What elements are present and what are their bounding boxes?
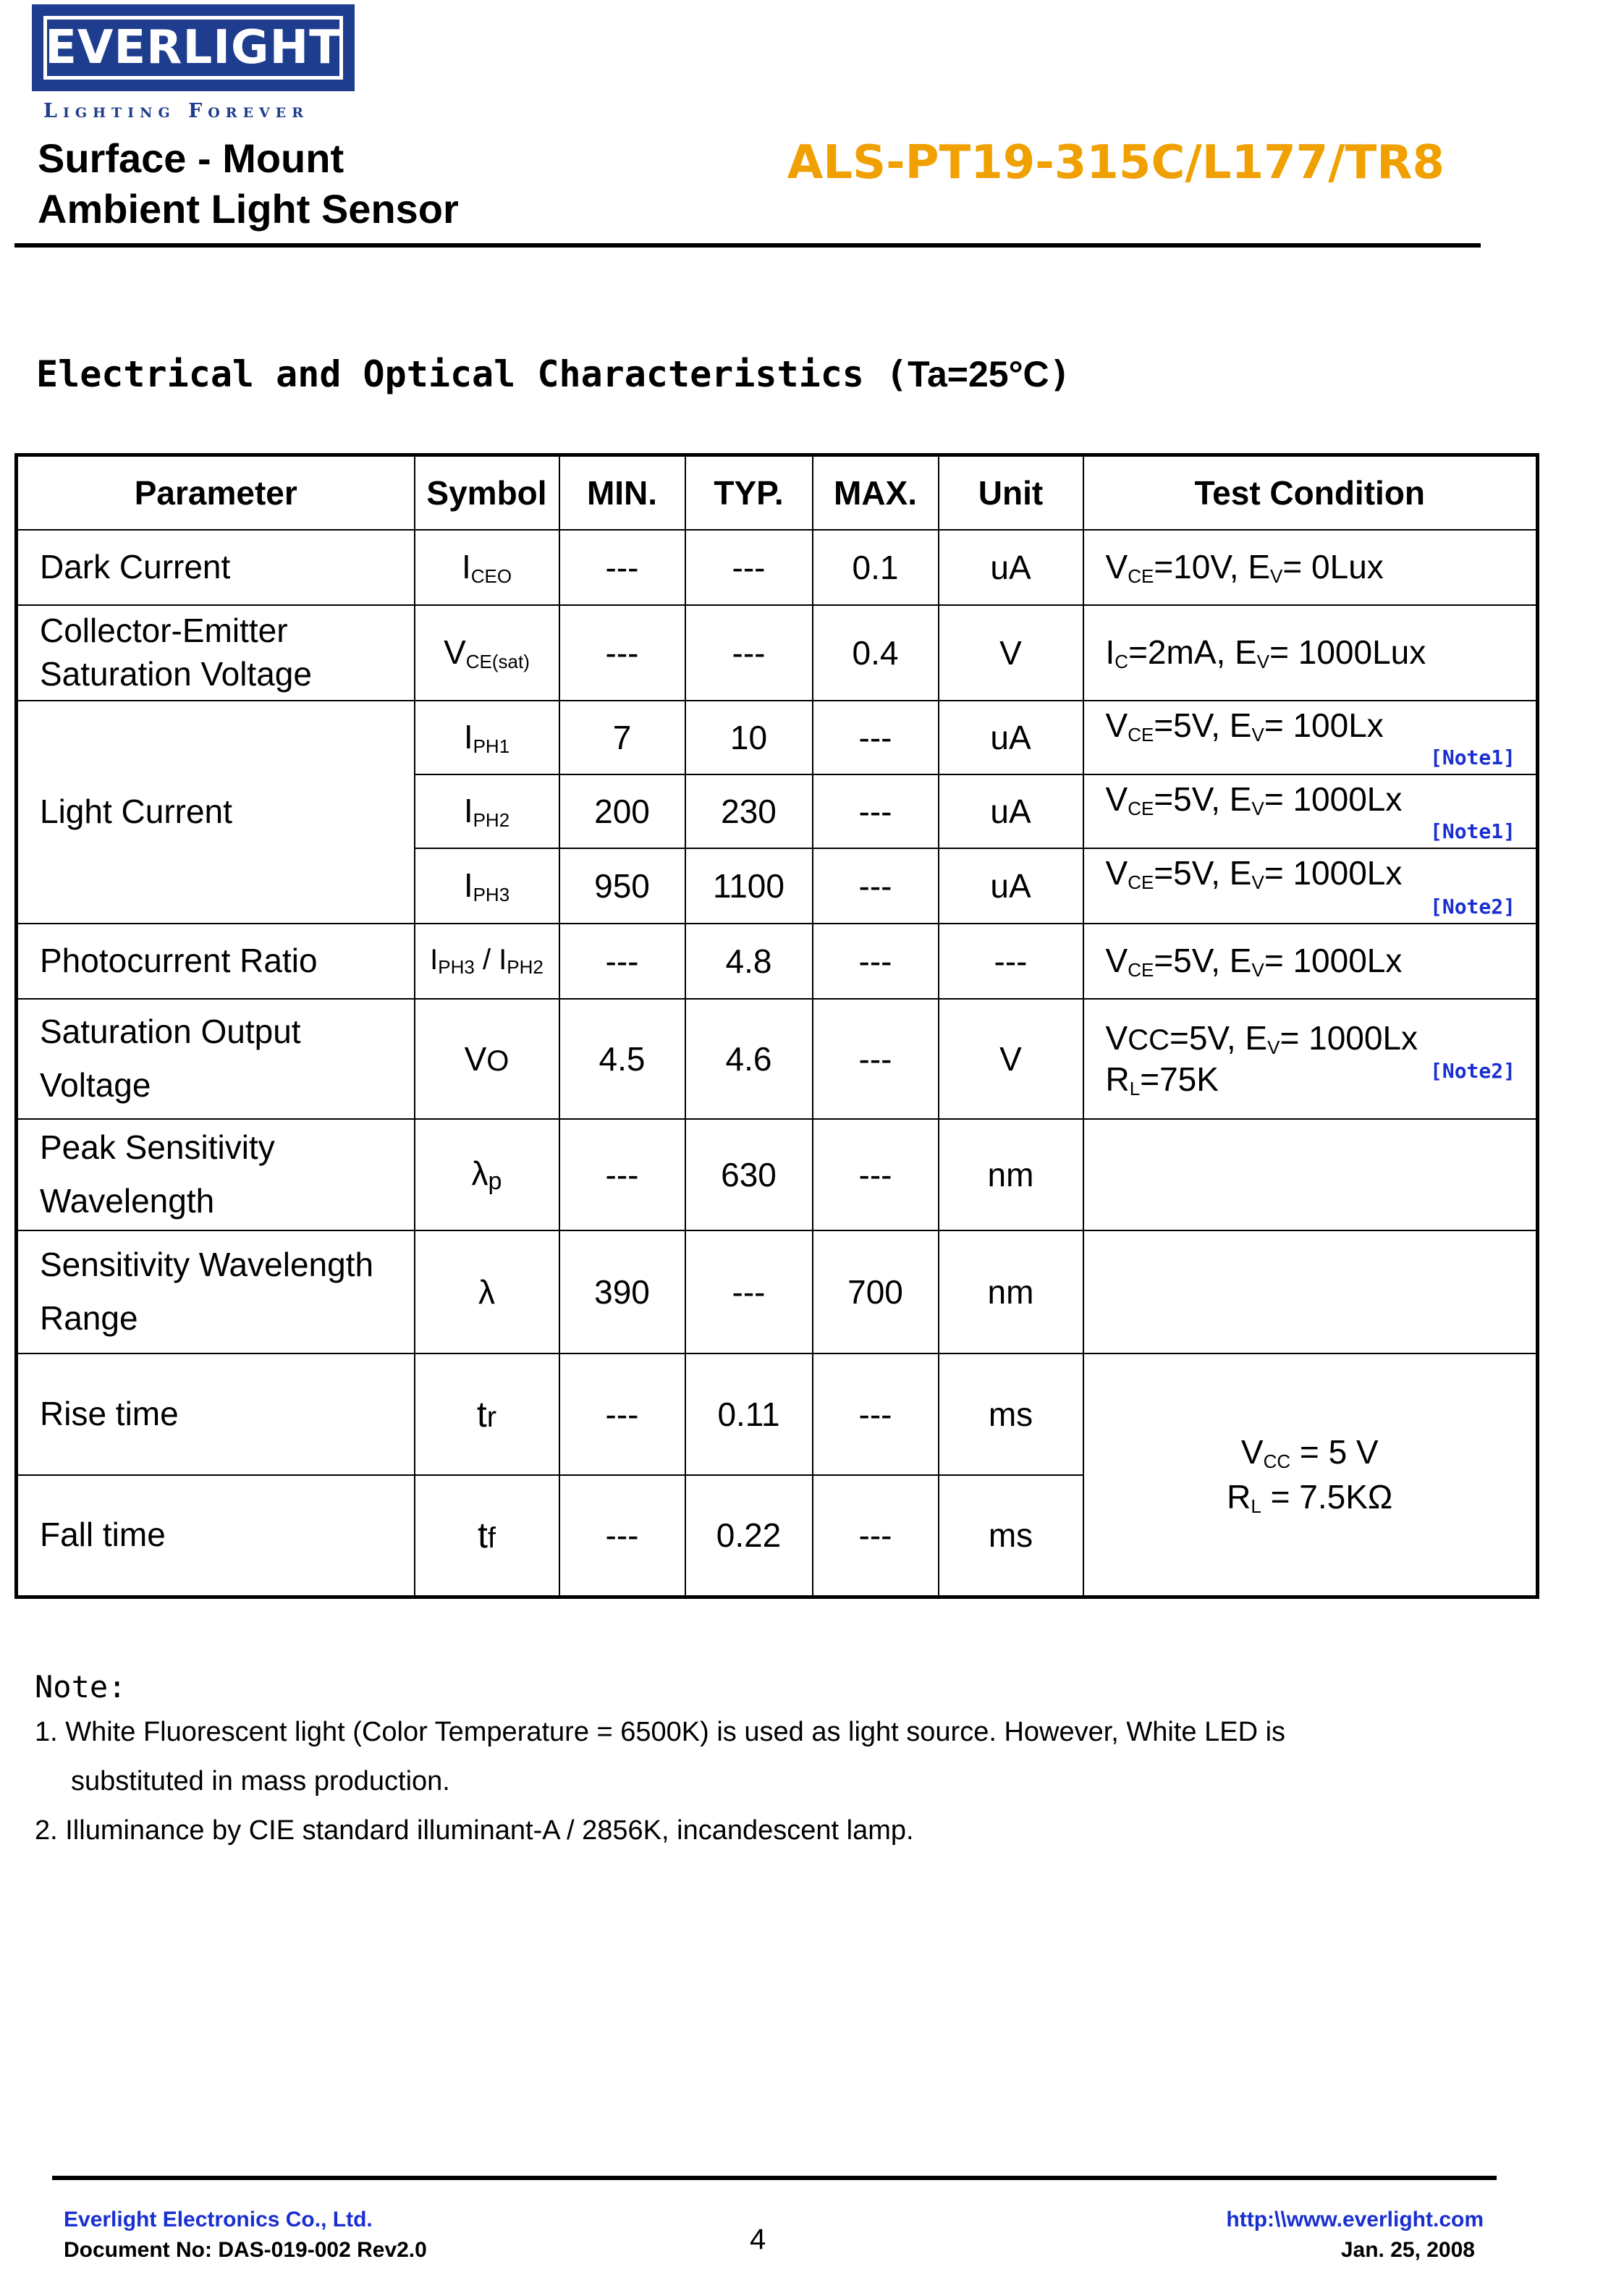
symbol-cell [415,1354,559,1475]
cond-sub: C [1115,651,1129,672]
cond-part: V [1105,780,1128,818]
param-line: Peak Sensitivity [40,1128,275,1167]
unit-value: uA [939,848,1083,924]
min-value: 390 [559,1230,685,1354]
footer-document-number: Document No: DAS-019-002 Rev2.0 [64,2238,427,2262]
min-value: --- [559,530,685,605]
cond-part: = 100Lx [1264,706,1384,744]
symbol: I [463,792,473,829]
max-value: 0.1 [813,530,939,605]
cond-part: I [1105,633,1115,671]
cond-part: =5V, E [1154,942,1252,979]
test-condition [1083,605,1538,701]
param-line: Range [40,1299,138,1337]
test-condition [1083,848,1538,924]
table-row [17,1230,1538,1354]
cond-part: = 7.5KΩ [1261,1478,1393,1516]
cond-part: V [1105,1018,1128,1057]
logo-tagline: Lighting Forever [43,100,310,122]
min-value: --- [559,1354,685,1475]
cond-part: = 1000Lx [1264,854,1403,892]
typ-value: 0.11 [685,1354,813,1475]
min-value: 950 [559,848,685,924]
symbol-sub: r [486,1401,497,1433]
cond-sub: V [1270,565,1283,587]
table-header-row [17,455,1538,531]
max-value: --- [813,999,939,1119]
header-symbol: Symbol [415,455,559,531]
table-row [17,701,1538,774]
cond-sub: L [1129,1078,1141,1099]
symbol-cell [415,530,559,605]
section-title-text: Electrical and Optical Characteristics ( [36,353,908,395]
cond-part: V [1105,706,1128,744]
cond-part: = 0Lux [1282,548,1384,586]
param-line: Collector-Emitter [40,612,288,650]
max-value: --- [813,774,939,848]
table-row [17,1354,1538,1475]
max-value: --- [813,701,939,774]
cond-part: =10V, E [1154,548,1271,586]
cond-part: R [1105,1060,1130,1098]
symbol-cell [415,1119,559,1230]
param-photocurrent-ratio: Photocurrent Ratio [17,924,415,999]
symbol-separator: / [474,944,499,976]
symbol: V [464,1040,487,1078]
cond-part: =2mA, E [1128,633,1257,671]
param-line: Saturation Output [40,1013,301,1051]
param-saturation-voltage [17,605,415,701]
cond-sub: CE [1128,871,1154,893]
max-value: 0.4 [813,605,939,701]
symbol-cell [415,701,559,774]
symbol: V [444,633,466,671]
cond-part: = 5 V [1290,1433,1379,1471]
timing-test-condition [1083,1354,1538,1597]
note-1: 1. White Fluorescent light (Color Temperature = 6500K) is used as light source. However, White LED is [35,1717,1286,1747]
table-row [17,605,1538,701]
table-row [17,999,1538,1119]
param-rise-time: Rise time [17,1354,415,1475]
symbol-sub: PH1 [473,735,510,757]
test-condition [1083,924,1538,999]
typ-value: 1100 [685,848,813,924]
unit-value: --- [939,924,1083,999]
typ-value: 10 [685,701,813,774]
param-line: Saturation Voltage [40,655,312,693]
param-sensitivity-range [17,1230,415,1354]
cond-line [1084,1429,1536,1474]
max-value: 700 [813,1230,939,1354]
symbol-cell [415,1475,559,1597]
cond-sub: CE [1128,959,1154,981]
everlight-logo [32,4,355,91]
test-condition [1083,774,1538,848]
note-reference: [Note2] [1429,1059,1515,1083]
symbol: I [430,944,439,976]
cond-part: =5V, E [1154,706,1252,744]
symbol: λ [471,1154,489,1192]
cond-part: V [1105,548,1128,586]
symbol-sub: PH3 [473,884,510,905]
header-condition: Test Condition [1083,455,1538,531]
cond-line [1106,1018,1536,1060]
param-peak-sensitivity [17,1119,415,1230]
footer-divider [52,2176,1497,2180]
unit-value: ms [939,1354,1083,1475]
param-line: Wavelength [40,1182,215,1220]
param-line: Sensitivity Wavelength [40,1246,374,1284]
param-line: Voltage [40,1066,151,1104]
symbol-cell [415,999,559,1119]
typ-value: 4.8 [685,924,813,999]
unit-value: V [939,999,1083,1119]
cond-line [1084,1474,1536,1519]
typ-value: 630 [685,1119,813,1230]
max-value: --- [813,848,939,924]
cond-part: =5V, E [1169,1018,1268,1057]
header-max: MAX. [813,455,939,531]
cond-sub: V [1251,724,1264,746]
typ-value: 4.6 [685,999,813,1119]
note-reference: [Note2] [1429,895,1515,918]
symbol-cell [415,605,559,701]
note-2: 2. Illuminance by CIE standard illuminant-A / 2856K, incandescent lamp. [35,1815,914,1846]
test-condition [1083,530,1538,605]
symbol-sub: PH2 [473,809,510,831]
table-row [17,1119,1538,1230]
unit-value: uA [939,774,1083,848]
min-value: --- [559,924,685,999]
symbol-sub: PH2 [507,956,544,978]
param-light-current: Light Current [17,701,415,924]
symbol: t [476,1394,487,1435]
logo-text: EVERLIGHT [45,21,342,75]
typ-value: 230 [685,774,813,848]
page-number: 4 [750,2224,766,2255]
product-type-line1: Surface - Mount [38,135,344,181]
cond-sub: V [1267,1036,1280,1058]
header-parameter: Parameter [17,455,415,531]
min-value: --- [559,605,685,701]
param-fall-time: Fall time [17,1475,415,1597]
unit-value: nm [939,1230,1083,1354]
test-condition [1083,701,1538,774]
cond-part: V [1105,942,1128,979]
header-typ: TYP. [685,455,813,531]
cond-sub: CE [1128,724,1154,746]
param-dark-current: Dark Current [17,530,415,605]
table-row [17,530,1538,605]
cond-part: =75K [1140,1060,1219,1098]
part-number: ALS-PT19-315C/L177/TR8 [787,136,1445,190]
section-title-close: ) [1049,353,1071,395]
max-value: --- [813,1119,939,1230]
symbol-cell [415,774,559,848]
symbol-sub: f [487,1522,496,1555]
header-divider [14,243,1481,248]
min-value: --- [559,1119,685,1230]
cond-part: =5V, E [1154,780,1252,818]
test-condition [1083,999,1538,1119]
cond-sub: CC [1128,1023,1170,1056]
symbol: I [461,548,471,586]
cond-part: V [1105,854,1128,892]
cond-part: = 1000Lx [1264,942,1403,979]
test-condition-empty [1083,1230,1538,1354]
cond-part: V [1240,1433,1264,1471]
param-saturation-output-voltage [17,999,415,1119]
min-value: 7 [559,701,685,774]
symbol-cell: λ [415,1230,559,1354]
header-unit: Unit [939,455,1083,531]
cond-sub: CE [1128,798,1154,819]
table-row [17,924,1538,999]
test-condition-empty [1083,1119,1538,1230]
symbol: I [463,718,473,756]
note-reference: [Note1] [1429,819,1515,843]
symbol-cell [415,924,559,999]
symbol: t [477,1515,488,1556]
min-value: 4.5 [559,999,685,1119]
symbol: I [499,944,507,976]
cond-part: = 1000Lux [1269,633,1426,671]
symbol-sub: O [486,1045,509,1077]
footer-date: Jan. 25, 2008 [1340,2238,1475,2262]
typ-value: --- [685,605,813,701]
spec-table [14,453,1539,1599]
max-value: --- [813,1475,939,1597]
cond-sub: V [1251,959,1264,981]
section-condition: Ta=25°C [908,354,1049,394]
section-title [36,353,1071,395]
note-reference: [Note1] [1429,746,1515,769]
cond-sub: V [1256,651,1270,672]
cond-sub: CC [1263,1450,1291,1473]
cond-part: =5V, E [1154,854,1252,892]
cond-sub: L [1251,1495,1261,1518]
footer-company: Everlight Electronics Co., Ltd. [64,2208,373,2231]
symbol-sub: p [488,1167,502,1195]
unit-value: ms [939,1475,1083,1597]
typ-value: --- [685,530,813,605]
cond-sub: V [1251,798,1264,819]
unit-value: nm [939,1119,1083,1230]
unit-value: uA [939,701,1083,774]
min-value: --- [559,1475,685,1597]
footer-website-link[interactable]: http:\\www.everlight.com [1226,2208,1484,2231]
cond-sub: V [1251,871,1264,893]
symbol: I [463,866,473,904]
typ-value: 0.22 [685,1475,813,1597]
max-value: --- [813,1354,939,1475]
cond-part: = 1000Lx [1264,780,1403,818]
unit-value: uA [939,530,1083,605]
unit-value: V [939,605,1083,701]
max-value: --- [813,924,939,999]
symbol-sub: PH3 [438,956,475,978]
product-type-line2: Ambient Light Sensor [38,186,459,232]
symbol-cell [415,848,559,924]
cond-part: = 1000Lx [1280,1018,1418,1057]
typ-value: --- [685,1230,813,1354]
cond-sub: CE [1128,565,1154,587]
notes-title: Note: [35,1669,127,1705]
symbol-sub: CEO [470,565,512,587]
min-value: 200 [559,774,685,848]
header-min: MIN. [559,455,685,531]
symbol-sub: CE(sat) [465,651,530,672]
cond-part: R [1227,1478,1251,1516]
note-1-continued: substituted in mass production. [71,1766,450,1796]
